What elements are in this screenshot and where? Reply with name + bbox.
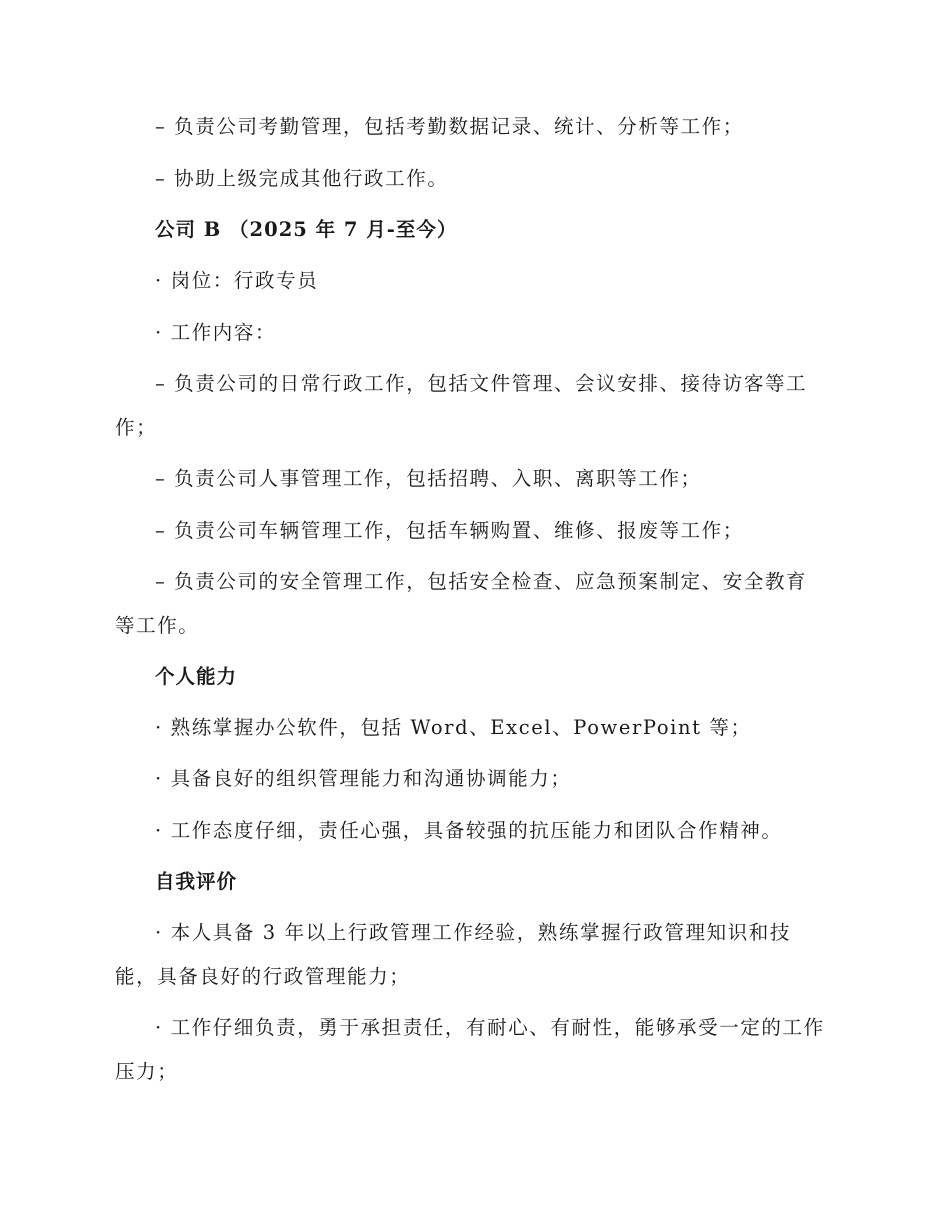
ability-attitude: · 工作态度仔细，责任心强，具备较强的抗压能力和团队合作精神。 bbox=[155, 819, 783, 842]
ability-office-software: · 熟练掌握办公软件，包括 Word、Excel、PowerPoint 等； bbox=[155, 716, 752, 739]
personal-ability-heading: 个人能力 bbox=[155, 665, 238, 688]
duty-safety: – 负责公司的安全管理工作，包括安全检查、应急预案制定、安全教育等工作。 bbox=[115, 570, 808, 637]
evaluation-experience: · 本人具备 3 年以上行政管理工作经验，熟练掌握行政管理知识和技能，具备良好的行政管理能力； bbox=[115, 921, 792, 988]
duty-daily-admin: – 负责公司的日常行政工作，包括文件管理、会议安排、接待访客等工作； bbox=[115, 372, 808, 439]
evaluation-responsibility: · 工作仔细负责，勇于承担责任，有耐心、有耐性，能够承受一定的工作压力； bbox=[115, 1016, 825, 1083]
duty-hr: – 负责公司人事管理工作，包括招聘、入职、离职等工作； bbox=[155, 467, 702, 490]
duty-attendance: – 负责公司考勤管理，包括考勤数据记录、统计、分析等工作； bbox=[155, 115, 744, 138]
position-line: · 岗位：行政专员 bbox=[155, 269, 319, 292]
self-evaluation-heading: 自我评价 bbox=[155, 870, 238, 893]
work-content-label: · 工作内容： bbox=[155, 321, 277, 344]
company-b-heading: 公司 B （2025 年 7 月-至今） bbox=[155, 218, 458, 241]
ability-organization: · 具备良好的组织管理能力和沟通协调能力； bbox=[155, 767, 572, 790]
duty-assist: – 协助上级完成其他行政工作。 bbox=[155, 167, 449, 190]
duty-vehicles: – 负责公司车辆管理工作，包括车辆购置、维修、报废等工作； bbox=[155, 519, 744, 542]
